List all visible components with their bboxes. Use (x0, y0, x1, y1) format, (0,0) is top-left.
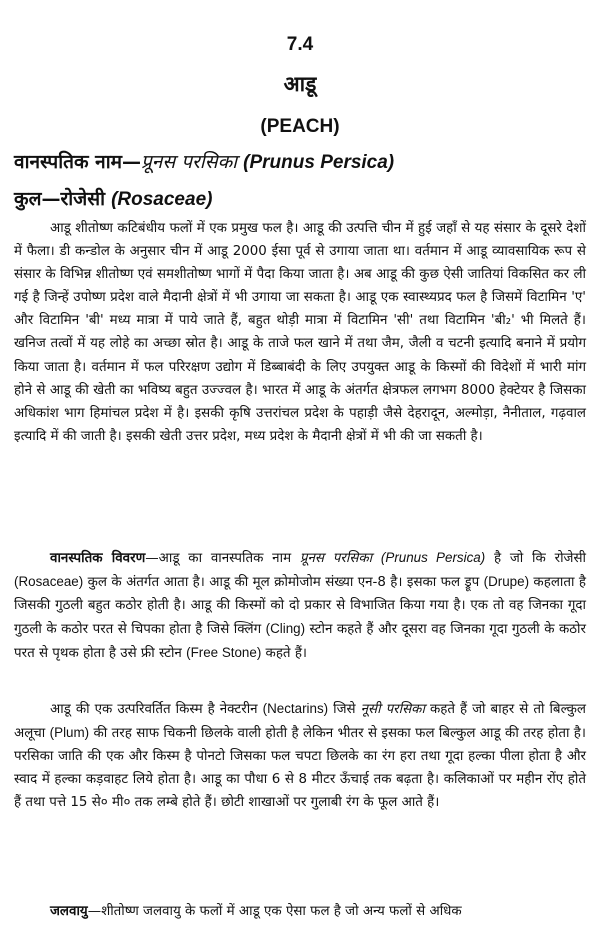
hindi-name: नूसी परसिका (360, 702, 425, 717)
latin-term: (Drupe) (483, 574, 530, 590)
botanical-description-paragraph (14, 546, 586, 665)
paragraph-text: की तरह साफ चिकनी छिलके वाली होती है लेकिन भीतर से इसका फल बिल्कुल आडू की तरह होता है। परसिका जाति की एक और किस्म है पोनटो जिसका फल चपटा छिलके का रंग हरा तथा गूदा हल्का पीला होता है और स्वाद में हल्का कड़वाहट लिये होता है। आडू का पौधा 6 से 8 मीटर ऊँचाई तक बढ़ता है। कलिकाओं पर महीन रोंए होते हैं तथा पत्ते 15 से० मी० तक लम्बे होते हैं। छोटी शाखाओं पर गुलाबी रंग के फूल आते हैं। (14, 726, 586, 811)
hindi-name: प्रूनस परसिका (299, 551, 373, 566)
family-latin: (Rosaceae) (111, 189, 213, 210)
page-title-hindi: आडू (283, 72, 317, 96)
paragraph-text: कहते हैं। (261, 646, 308, 662)
family-heading (14, 185, 212, 211)
climate-lead: जलवायु (50, 904, 88, 919)
latin-term: (Rosaceae) (14, 574, 84, 590)
climate-paragraph (14, 900, 586, 923)
paragraph-text: कुल के अंतर्गत आता है। आडू की मूल क्रोमोजोम संख्या एन-8 है। इसका फल ड्रूप (83, 575, 484, 591)
climate-text: —शीतोष्ण जलवायु के फलों में आडू एक ऐसा फल है जो अन्य फलों से अधिक (87, 904, 462, 919)
latin-name: (Prunus Persica) (380, 550, 486, 565)
latin-term: (Plum) (49, 725, 90, 741)
latin-term: (Nectarins) (262, 701, 329, 716)
botanical-name-hindi: प्रूनस परसिका (141, 151, 238, 173)
latin-term: (Cling) (265, 621, 306, 637)
botanical-description-lead: वानस्पतिक विवरण (50, 551, 146, 566)
intro-paragraph-text: आडू शीतोष्ण कटिबंधीय फलों में एक प्रमुख फल है। आडू की उत्पत्ति चीन में हुई जहाँ से यह संसार के दूसरे देशों में फैला। डी कन्डोल के अनुसार चीन में आडू 2000 ईसा पूर्व से उगाया जाता था। वर्तमान में आडू व्यावसायिक रूप से संसार के विभिन्न शीतोष्ण एवं समशीतोष्ण भागों में पैदा किया जाता है। अब आडू की कुछ ऐसी जातियां विकसित कर ली गई है जिन्हें उपोष्ण प्रदेश वाले मैदानी क्षेत्रों में भी उगाया जा सकता है। आडू एक स्वास्थ्यप्रद फल है जिसमें विटामिन 'ए' और विटामिन 'बी' मध्य मात्रा में पाये जाते हैं, बहुत थोड़ी मात्रा में विटामिन 'सी' तथा विटामिन 'बी₂' भी मिलते हैं। खनिज तत्वों में यह लोहे का अच्छा स्रोत है। आडू के ताजे फल खाने में तथा जैम, जैली व चटनी इत्यादि बनाने में प्रयोग किया जाता है। वर्तमान में फल परिरक्षण उद्योग में डिब्बाबंदी के लिए उपयुक्त आडू के किस्मों की विदेशों में भारी मांग होने से आडू की खेती का भविष्य बहुत उज्ज्वल है। भारत में आडू के अंतर्गत क्षेत्रफल लगभग 8000 हेक्टेयर है जिसका अधिकांश भाग हिमांचल प्रदेश में है। इसकी कृषि उत्तरांचल प्रदेश के पहाड़ी जैसे देहरादून, अल्मोड़ा, नैनीताल, गढ़वाल इत्यादि में की जाती है। इसकी खेती उत्तर प्रदेश, मध्य प्रदेश के मैदानी क्षेत्रों में भी की जा सकती है। (14, 221, 586, 444)
paragraph-text: कहते हैं जो बाहर से तो बिल्कुल अलूचा (14, 702, 586, 742)
paragraph-text: है जो कि रोजेसी (485, 551, 586, 566)
paragraph-text: कहलाता है जिसकी गुठली बहुत कठोर होती है। आडू की किस्मों को दो प्रकार से विभाजित किया गया है। एक तो वह जिनका गूदा गुठली के कठोर परत से चिपका होता है जिसे क्लिंग (14, 575, 586, 638)
botanical-name-latin: (Prunus Persica) (243, 152, 395, 173)
paragraph-text: —आडू का वानस्पतिक नाम (145, 551, 300, 566)
nectarine-paragraph (14, 697, 586, 814)
family-label: कुल—रोजेसी (14, 188, 106, 210)
paragraph-text: जिसे (328, 702, 361, 717)
paragraph-text: आडू की एक उत्परिवर्तित किस्म है नेक्टरीन (50, 702, 263, 717)
latin-term: (Free Stone) (186, 645, 262, 661)
botanical-name-label: वानस्पतिक नाम— (14, 151, 141, 173)
botanical-name-heading (14, 148, 394, 174)
page-title-english: (PEACH) (260, 116, 340, 137)
section-number: 7.4 (286, 34, 314, 55)
intro-paragraph (14, 217, 586, 448)
paragraph-text: स्टोन कहते हैं और दूसरा वह जिनका गूदा गुठली के कठोर परत से पृथक होता है उसे फ्री स्टोन (14, 622, 586, 662)
